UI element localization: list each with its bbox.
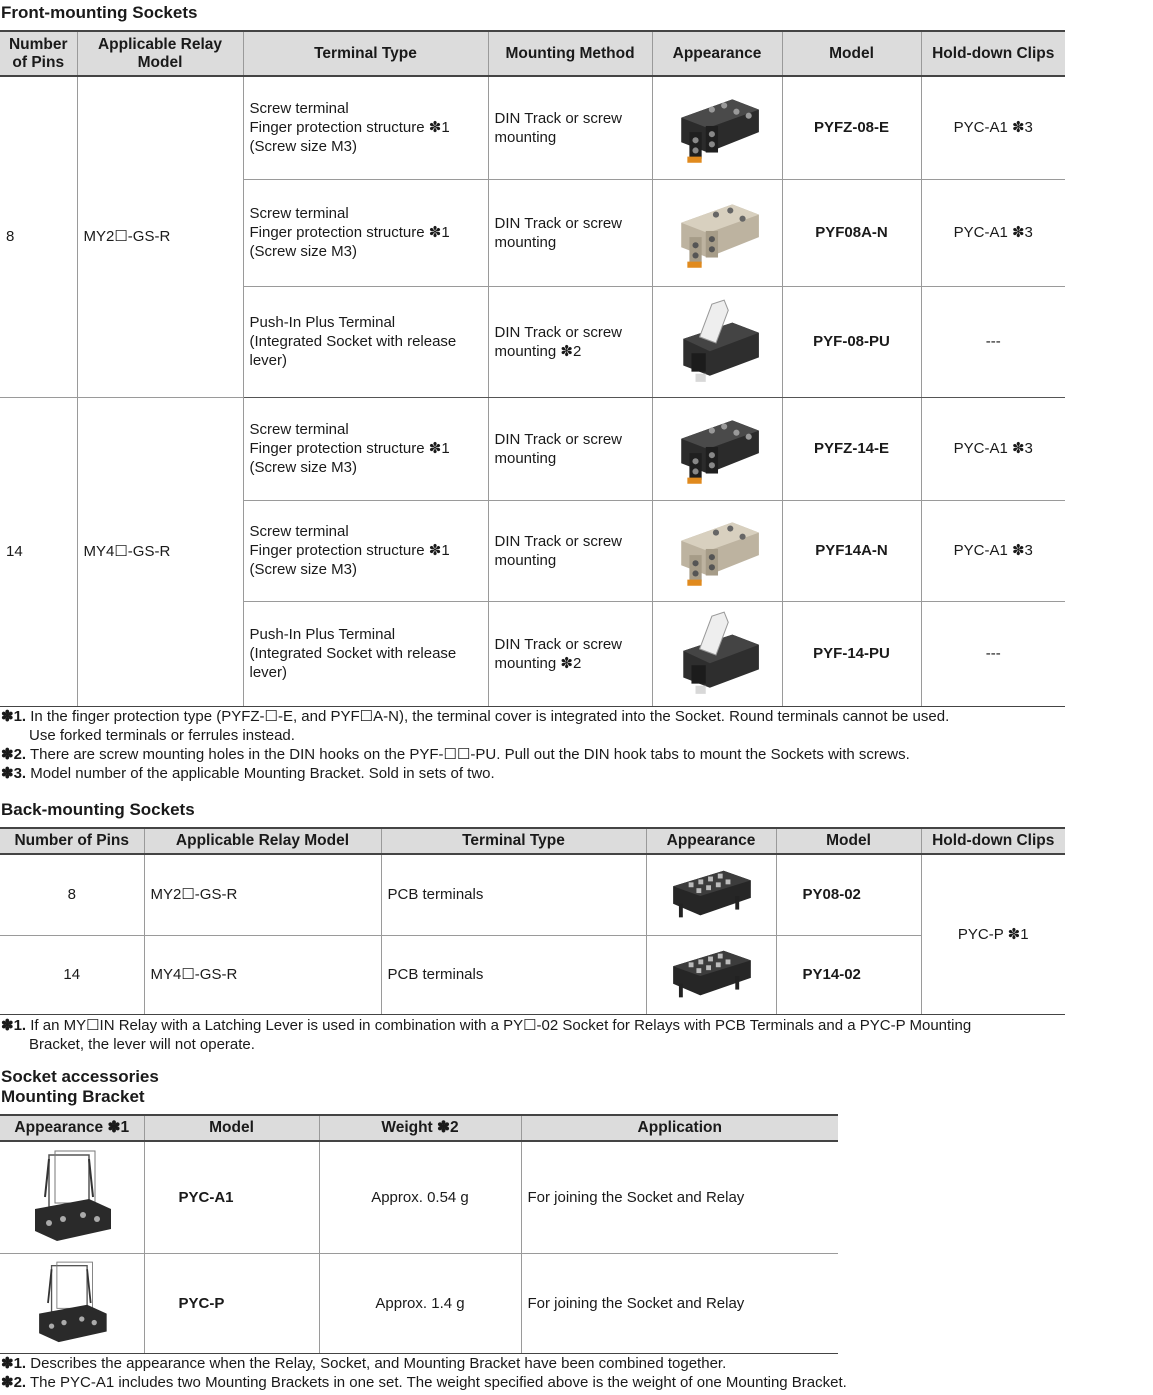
terminal-type-cell: Push-In Plus Terminal (Integrated Socket with release lever)	[243, 286, 488, 397]
relay-model-cell: MY2☐-GS-R	[77, 76, 243, 397]
clips-cell: PYC-P ✽1	[921, 854, 1065, 1014]
header-applicable-relay-model: Applicable Relay Model	[144, 828, 381, 854]
socket-image	[646, 854, 776, 935]
socket-image	[652, 179, 782, 286]
mounting-bracket-subtitle: Mounting Bracket	[1, 1087, 145, 1106]
table-row	[0, 397, 1065, 500]
application-cell: For joining the Socket and Relay	[521, 1253, 838, 1353]
model-cell: PY14-02	[776, 935, 921, 1014]
front-mounting-table	[0, 30, 1065, 707]
footnote: ✽2. The PYC-A1 includes two Mounting Brackets in one set. The weight specified above is the weight of one Mounting Bracket.	[1, 1374, 847, 1391]
header-hold-down-clips: Hold-down Clips	[921, 828, 1065, 854]
bracket-image	[0, 1253, 144, 1353]
header-number-of-pins: Number of Pins	[0, 828, 144, 854]
socket-image	[652, 397, 782, 500]
weight-cell: Approx. 1.4 g	[319, 1253, 521, 1353]
footnote: ✽1. If an MY☐IN Relay with a Latching Lever is used in combination with a PY☐-02 Socket for Relays with PCB Terminals and a PYC-P Mounting Bracket, the lever will not operate.	[1, 1017, 972, 1053]
bracket-image	[0, 1141, 144, 1253]
socket-image	[652, 286, 782, 397]
back-mounting-table	[0, 827, 1065, 1015]
clips-cell: PYC-A1 ✽3	[921, 397, 1065, 500]
header-appearance: Appearance	[652, 31, 782, 76]
model-cell: PYC-A1	[144, 1141, 319, 1253]
header-model: Model	[144, 1115, 319, 1141]
mounting-method-cell: DIN Track or screw mounting ✽2	[488, 601, 652, 706]
socket-image	[652, 76, 782, 179]
clips-cell: ---	[921, 601, 1065, 706]
pins-cell: 8	[0, 76, 77, 397]
model-cell: PYF-08-PU	[782, 286, 921, 397]
terminal-type-cell: PCB terminals	[381, 854, 646, 935]
header-appearance: Appearance	[646, 828, 776, 854]
clips-cell: PYC-A1 ✽3	[921, 500, 1065, 601]
terminal-type-cell: Push-In Plus Terminal (Integrated Socket with release lever)	[243, 601, 488, 706]
socket-image	[646, 935, 776, 1014]
model-cell: PYF-14-PU	[782, 601, 921, 706]
socket-image	[652, 500, 782, 601]
header-terminal-type: Terminal Type	[381, 828, 646, 854]
table-row	[0, 76, 1065, 179]
terminal-type-cell: Screw terminal Finger protection structure ✽1 (Screw size M3)	[243, 500, 488, 601]
accessories-section-title: Socket accessories	[1, 1067, 159, 1086]
header-number-of-pins: Number of Pins	[0, 31, 77, 76]
footnote: ✽2. There are screw mounting holes in the DIN hooks on the PYF-☐☐-PU. Pull out the DIN hook tabs to mount the Sockets with screws.	[1, 746, 910, 763]
terminal-type-cell: PCB terminals	[381, 935, 646, 1014]
table-row	[0, 854, 1065, 935]
relay-model-cell: MY4☐-GS-R	[144, 935, 381, 1014]
terminal-type-cell: Screw terminal Finger protection structure ✽1 (Screw size M3)	[243, 179, 488, 286]
header-appearance: Appearance ✽1	[0, 1115, 144, 1141]
pins-cell: 14	[0, 397, 77, 706]
clips-cell: ---	[921, 286, 1065, 397]
relay-model-cell: MY2☐-GS-R	[144, 854, 381, 935]
header-application: Application	[521, 1115, 838, 1141]
terminal-type-cell: Screw terminal Finger protection structure ✽1 (Screw size M3)	[243, 397, 488, 500]
socket-image	[652, 601, 782, 706]
mounting-method-cell: DIN Track or screw mounting	[488, 500, 652, 601]
table-row	[0, 1141, 838, 1253]
table-row	[0, 1253, 838, 1353]
header-hold-down-clips: Hold-down Clips	[921, 31, 1065, 76]
table-row	[0, 935, 1065, 1014]
footnote: ✽3. Model number of the applicable Mounting Bracket. Sold in sets of two.	[1, 765, 495, 782]
model-cell: PYFZ-08-E	[782, 76, 921, 179]
mounting-bracket-table	[0, 1114, 838, 1354]
header-weight: Weight ✽2	[319, 1115, 521, 1141]
model-cell: PYFZ-14-E	[782, 397, 921, 500]
application-cell: For joining the Socket and Relay	[521, 1141, 838, 1253]
accessories-footnotes	[1, 1354, 1101, 1392]
back-footnotes	[1, 1016, 1101, 1054]
front-footnotes	[1, 707, 1101, 783]
header-terminal-type: Terminal Type	[243, 31, 488, 76]
header-model: Model	[776, 828, 921, 854]
front-section-title: Front-mounting Sockets	[1, 3, 198, 22]
model-cell: PYF14A-N	[782, 500, 921, 601]
weight-cell: Approx. 0.54 g	[319, 1141, 521, 1253]
footnote: ✽1. Describes the appearance when the Relay, Socket, and Mounting Bracket have been combined together.	[1, 1355, 727, 1372]
mounting-method-cell: DIN Track or screw mounting	[488, 397, 652, 500]
mounting-method-cell: DIN Track or screw mounting	[488, 76, 652, 179]
footnote: ✽1. In the finger protection type (PYFZ-☐-E, and PYF☐A-N), the terminal cover is integrated into the Socket. Round terminals cannot be used. Use forked terminals or ferrules instead.	[1, 708, 950, 744]
model-cell: PYC-P	[144, 1253, 319, 1353]
clips-cell: PYC-A1 ✽3	[921, 76, 1065, 179]
pins-cell: 14	[0, 935, 144, 1014]
model-cell: PY08-02	[776, 854, 921, 935]
mounting-method-cell: DIN Track or screw mounting	[488, 179, 652, 286]
mounting-method-cell: DIN Track or screw mounting ✽2	[488, 286, 652, 397]
header-model: Model	[782, 31, 921, 76]
terminal-type-cell: Screw terminal Finger protection structure ✽1 (Screw size M3)	[243, 76, 488, 179]
clips-cell: PYC-A1 ✽3	[921, 179, 1065, 286]
header-applicable-relay-model: Applicable Relay Model	[77, 31, 243, 76]
back-section-title: Back-mounting Sockets	[1, 800, 195, 819]
relay-model-cell: MY4☐-GS-R	[77, 397, 243, 706]
header-mounting-method: Mounting Method	[488, 31, 652, 76]
pins-cell: 8	[0, 854, 144, 935]
model-cell: PYF08A-N	[782, 179, 921, 286]
